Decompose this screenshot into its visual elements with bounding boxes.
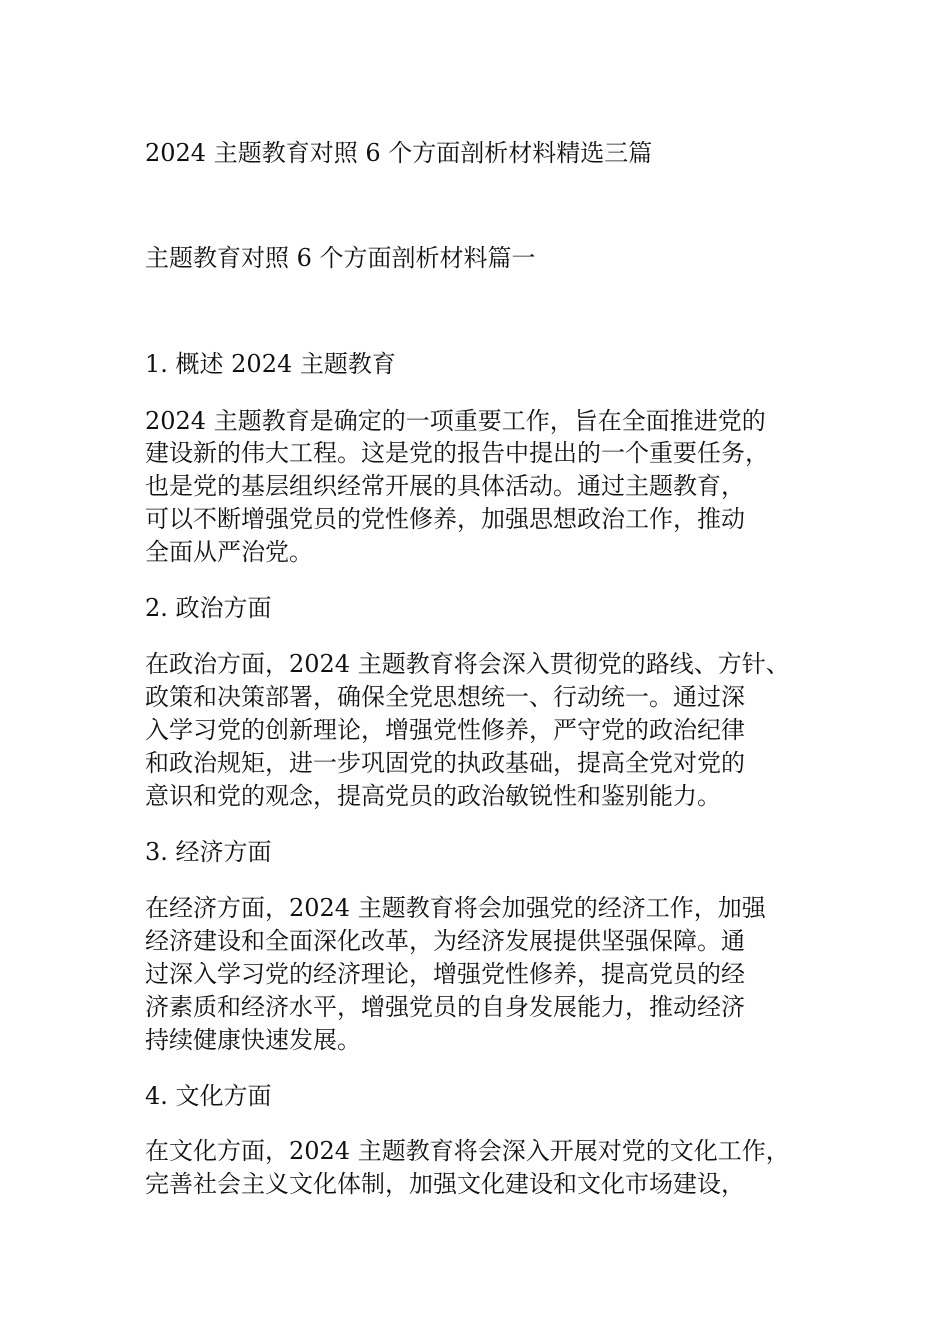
paragraph-line: 济素质和经济水平，增强党员的自身发展能力，推动经济	[145, 993, 745, 1021]
paragraph-line: 也是党的基层组织经常开展的具体活动。通过主题教育，	[145, 472, 745, 500]
paragraph-line: 在政治方面，2024 主题教育将会深入贯彻党的路线、方针、	[145, 650, 790, 678]
paragraph-line: 政策和决策部署，确保全党思想统一、行动统一。通过深	[145, 683, 745, 711]
document-subtitle: 主题教育对照 6 个方面剖析材料篇一	[145, 244, 536, 272]
section-heading: 4. 文化方面	[145, 1082, 272, 1110]
paragraph-line: 在文化方面，2024 主题教育将会深入开展对党的文化工作，	[145, 1137, 790, 1165]
page-title: 2024 主题教育对照 6 个方面剖析材料精选三篇	[145, 139, 653, 167]
paragraph-line: 和政治规矩，进一步巩固党的执政基础，提高全党对党的	[145, 749, 745, 777]
paragraph-line: 2024 主题教育是确定的一项重要工作，旨在全面推进党的	[145, 407, 766, 435]
section-heading: 2. 政治方面	[145, 594, 272, 622]
paragraph-line: 过深入学习党的经济理论，增强党性修养，提高党员的经	[145, 960, 745, 988]
paragraph-line: 经济建设和全面深化改革，为经济发展提供坚强保障。通	[145, 927, 745, 955]
paragraph-line: 持续健康快速发展。	[145, 1026, 361, 1054]
section-heading: 3. 经济方面	[145, 838, 272, 866]
paragraph-line: 建设新的伟大工程。这是党的报告中提出的一个重要任务，	[145, 439, 769, 467]
paragraph-line: 可以不断增强党员的党性修养，加强思想政治工作，推动	[145, 505, 745, 533]
paragraph-line: 意识和党的观念，提高党员的政治敏锐性和鉴别能力。	[145, 782, 721, 810]
paragraph-line: 在经济方面，2024 主题教育将会加强党的经济工作，加强	[145, 894, 766, 922]
paragraph-line: 完善社会主义文化体制，加强文化建设和文化市场建设，	[145, 1170, 745, 1198]
section-heading: 1. 概述 2024 主题教育	[145, 350, 396, 378]
paragraph-line: 入学习党的创新理论，增强党性修养，严守党的政治纪律	[145, 716, 745, 744]
paragraph-line: 全面从严治党。	[145, 538, 313, 566]
